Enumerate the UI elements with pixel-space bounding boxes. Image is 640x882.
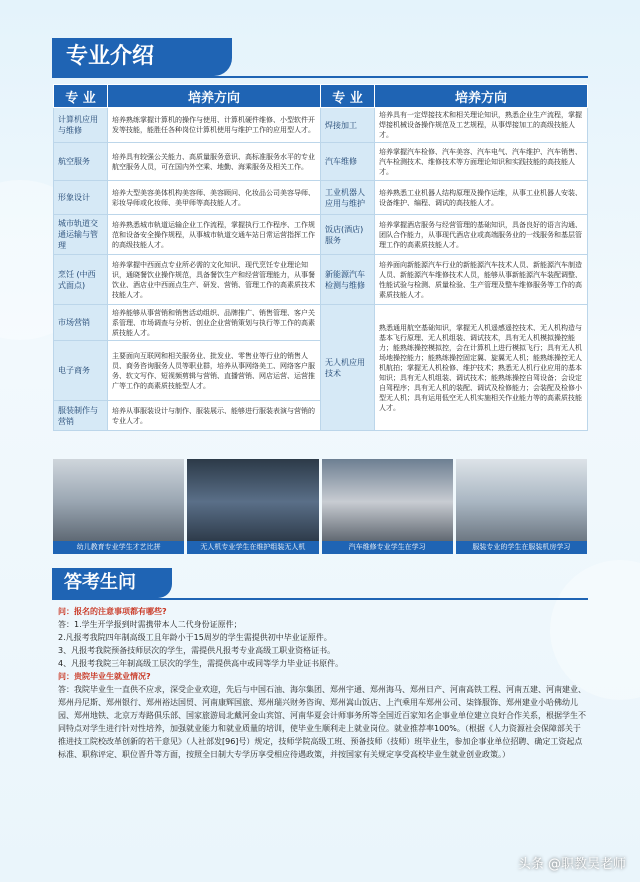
table-row: [54, 181, 588, 215]
col-major-header: 专 业: [54, 85, 108, 108]
major-name: 烹饪 (中西式面点): [54, 255, 108, 305]
major-desc: 培养熟悉城市轨道运输企业工作流程，掌握执行工作程序、工作规范和设备安全操作规程，从事城市轨道交通车站日常运营指挥工作的高级技能人才。: [108, 215, 321, 255]
major-name: 汽车维修: [321, 143, 375, 181]
major-desc: 培养大型美容美体机构美容师、美容顾问、化妆品公司美容导师、彩妆导师或化妆师、美甲师等高技能人才。: [108, 181, 321, 215]
photo-drone: [187, 459, 318, 554]
major-desc: 培养面向新能源汽车行业的新能源汽车技术人员、新能源汽车制造人员、新能源汽车维修技术人员，能够从事新能源汽车装配调整、性能试验与检测、质量检验、生产管理及整车维修服务等工作的高素质技能人才。: [375, 255, 588, 305]
major-desc: 培养熟练掌握计算机的操作与使用、计算机硬件维修、小型软件开发等技能，能胜任各种岗位计算机使用与维护工作的应用型人才。: [108, 108, 321, 143]
table-row: [54, 255, 588, 305]
answer-1-line: 答：1.学生开学报到时需携带本人二代身份证原件；: [58, 620, 242, 629]
major-name: 无人机应用技术: [321, 305, 375, 431]
photo-garment: [456, 459, 587, 554]
photo-caption: 汽车维修专业学生在学习: [322, 541, 453, 554]
majors-table: [53, 84, 588, 431]
table-header-row: [54, 85, 588, 108]
major-desc: 培养从事服装设计与制作、服装展示、能够进行服装表演与营销的专业人才。: [108, 401, 321, 431]
major-desc: 培养能够从事营销和销售活动组织、品牌推广、销售管理、客户关系管理、市场调查与分析、创业企业营销策划与执行等工作的高素质技能人才。: [108, 305, 321, 341]
major-desc: 培养具有一定焊接技术和相关理论知识，熟悉企业生产流程，掌握焊接机械设备操作规范及工艺规程，从事焊接加工的高级技能人才。: [375, 108, 588, 143]
major-name: 航空服务: [54, 143, 108, 181]
table-row: [54, 143, 588, 181]
major-name: 焊接加工: [321, 108, 375, 143]
major-name: 服装制作与营销: [54, 401, 108, 431]
major-name: 新能源汽车检测与维修: [321, 255, 375, 305]
major-desc: 培养掌握酒店服务与经营管理的基础知识，具备良好的语言沟通、团队合作能力，从事现代酒店业或高端服务业的一线服务和基层管理工作的高素质技能人才。: [375, 215, 588, 255]
col-direction-header: 培养方向: [108, 85, 321, 108]
major-desc: 培养具有较强公关能力、高质量服务意识、高标准服务水平的专业航空服务人员，可在国内外空乘、地勤、海乘服务及相关工作。: [108, 143, 321, 181]
question-2: 问：贵院毕业生就业情况?: [58, 672, 151, 681]
table-row: [54, 305, 588, 341]
major-name: 计算机应用与维修: [54, 108, 108, 143]
question-1: 问：报名的注意事项都有哪些?: [58, 607, 167, 616]
col-major-header-right: 专 业: [321, 85, 375, 108]
photo-caption: 无人机专业学生在维护组装无人机: [187, 541, 318, 554]
photo-strip: [53, 459, 587, 554]
answer-1-line: 3、凡报考我院预备技师层次的学生，需提供凡报考专业高级工职业资格证书。: [58, 646, 336, 655]
major-desc: 主要面向互联网和相关服务业、批发业、零售业等行业的销售人员、商务咨询服务人员等职业群，培养从事网络美工、网络客户服务、软文写作、短视频剪辑与营销、直播营销、网店运营、运营推广等工作的高素质技能型人才。: [108, 341, 321, 401]
major-name: 工业机器人应用与维护: [321, 181, 375, 215]
answer-2: 答：我院毕业生一直供不应求，深受企业欢迎，先后与中国石油、海尔集团、郑州宇通、郑州海马、郑州日产、河南高铁工程、河南五建、河南建业、郑州丹尼斯、郑州银行、郑州裕达国贸、河南康辉国旅、郑州瑞兴财务咨询、郑州嵩山饭店、上汽乘用车郑州公司、柒锋服饰、郑州建业小哈佛幼儿园、郑州地铁、北京万寿路俱乐部、国家旅游局北戴河金山宾馆、河南华夏会计师事务所等全国近百家知名企事业单位建立良好合作关系，根据学生不同特点对学生进行针对性培养，加强就业能力和就业质量的培训，使毕业生顺利走上就业岗位。就业推荐率100%。（根据《人力资源社会保障部关于推进技工院校改革创新的若干意见》（人社部发[96]号）规定，技师学院高级工班、预备技师（技师）班毕业生，参加企事业单位招聘、确定工资起点标准、职称评定、职位晋升等方面，按照全日制大专学历享受相应待遇政策，并按国家有关规定享受高校毕业生就业创业政策。）: [58, 685, 586, 759]
major-desc: 培养掌握汽车检修、汽车美容、汽车电气、汽车维护、汽车销售、汽车检测技术、维修技术等方面理论知识和实践技能的高技能人才。: [375, 143, 588, 181]
section-title-majors: 专业介绍: [52, 38, 232, 76]
answer-1-line: 4、凡报考我院三年制高级工层次的学生，需提供高中或同等学力毕业证书原件。: [58, 659, 344, 668]
col-direction-header-right: 培养方向: [375, 85, 588, 108]
qa-content: [58, 605, 586, 761]
major-desc: 培养掌握中西面点专业所必需的文化知识、现代烹饪专业理论知识，通晓餐饮业操作规范，具备餐饮生产和经营管理能力，从事餐饮业、酒店业中西面点生产、研发、营销、管理工作的高素质技术技能人才。: [108, 255, 321, 305]
major-name: 饭店(酒店)服务: [321, 215, 375, 255]
table-row: [54, 215, 588, 255]
qa-underline: [52, 598, 588, 600]
major-name: 形象设计: [54, 181, 108, 215]
major-name: 电子商务: [54, 341, 108, 401]
title-underline: [52, 76, 588, 78]
photo-kindergarten: [53, 459, 184, 554]
photo-caption: 服装专业的学生在服装机房学习: [456, 541, 587, 554]
table-row: [54, 108, 588, 143]
answer-1-line: 2.凡报考我院四年制高级工且年龄小于15周岁的学生需提供初中毕业证原件。: [58, 633, 332, 642]
major-desc: 熟悉通用航空基础知识，掌握无人机遥感遥控技术、无人机构造与基本飞行原理、无人机组装、调试技术，具有无人机模拟操控能力；能熟练操控模拟控，会在计算机上进行模拟飞行；具有无人机场地操控能力；能熟练操控固定翼、旋翼无人机；能熟练操控无人机航拍；掌握无人机检修、维护技术；熟悉无人机行业应用的基本知识；具有无人机组装、调试技术；能熟练操控自驾设备；会设定自驾程序；具有无人机的装配、调试及检修能力；会装配及检修小型无人机；具有运用低空无人机实施相关作业能力等的高素质技能人才。: [375, 305, 588, 431]
photo-auto-repair: [322, 459, 453, 554]
section-title-qa: 答考生问: [52, 568, 172, 598]
major-name: 市场营销: [54, 305, 108, 341]
major-desc: 培养熟悉工业机器人结构原理及操作运维，从事工业机器人安装、设备维护、编程、调试的高技能人才。: [375, 181, 588, 215]
major-name: 城市轨道交通运输与管理: [54, 215, 108, 255]
watermark: 头条 @职教吴老师: [517, 857, 626, 872]
photo-caption: 幼儿教育专业学生才艺比拼: [53, 541, 184, 554]
